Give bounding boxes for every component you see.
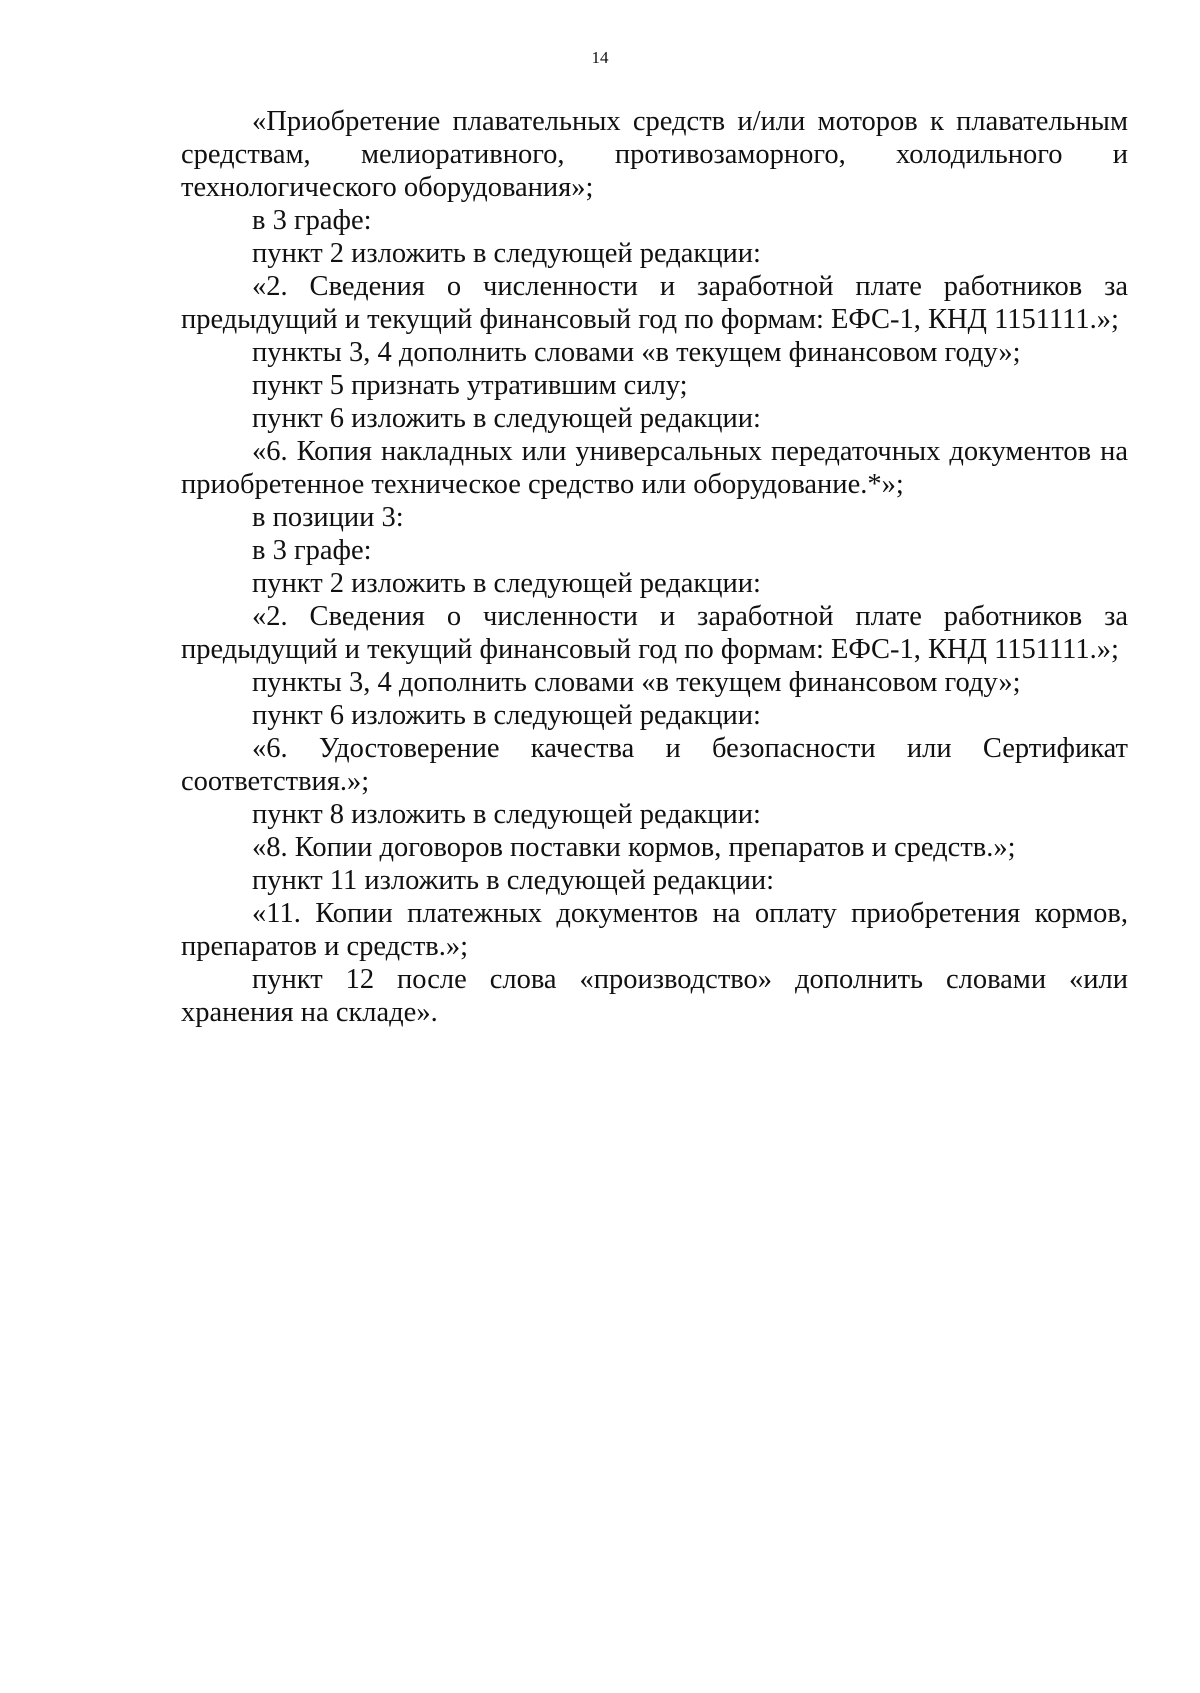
paragraph: в позиции 3: bbox=[252, 502, 404, 533]
paragraph: пункты 3, 4 дополнить словами «в текущем финансовом году»; bbox=[252, 337, 1021, 368]
paragraph: «6. Копия накладных или универсальных передаточных документов на приобретенное техническое средство или оборудование.*»; bbox=[181, 436, 1128, 500]
paragraph: пункт 2 изложить в следующей редакции: bbox=[252, 568, 761, 599]
paragraph: в 3 графе: bbox=[252, 535, 372, 566]
paragraph: «2. Сведения о численности и заработной плате работников за предыдущий и текущий финансовый год по формам: ЕФС-1, КНД 1151111.»; bbox=[181, 271, 1128, 335]
paragraph: пункт 6 изложить в следующей редакции: bbox=[252, 403, 761, 434]
paragraph: «11. Копии платежных документов на оплату приобретения кормов, препаратов и средств.»; bbox=[181, 898, 1128, 962]
paragraph: пункт 5 признать утратившим силу; bbox=[252, 370, 688, 401]
paragraph: в 3 графе: bbox=[252, 205, 372, 236]
paragraph: «8. Копии договоров поставки кормов, препаратов и средств.»; bbox=[252, 832, 1016, 863]
paragraph: пункты 3, 4 дополнить словами «в текущем финансовом году»; bbox=[252, 667, 1021, 698]
paragraph: пункт 11 изложить в следующей редакции: bbox=[252, 865, 775, 896]
paragraph: пункт 6 изложить в следующей редакции: bbox=[252, 700, 761, 731]
page-number: 14 bbox=[591, 48, 609, 67]
paragraph: пункт 2 изложить в следующей редакции: bbox=[252, 238, 761, 269]
paragraph: пункт 8 изложить в следующей редакции: bbox=[252, 799, 761, 830]
paragraph: «Приобретение плавательных средств и/или моторов к плавательным средствам, мелиоративного, противозаморного, холодильного и технологического оборудования»; bbox=[181, 106, 1128, 203]
paragraph: пункт 12 после слова «производство» дополнить словами «или хранения на складе». bbox=[181, 964, 1128, 1028]
document-body bbox=[181, 105, 1128, 1029]
paragraph: «6. Удостоверение качества и безопасности или Сертификат соответствия.»; bbox=[181, 733, 1128, 797]
paragraph: «2. Сведения о численности и заработной плате работников за предыдущий и текущий финансовый год по формам: ЕФС-1, КНД 1151111.»; bbox=[181, 601, 1128, 665]
